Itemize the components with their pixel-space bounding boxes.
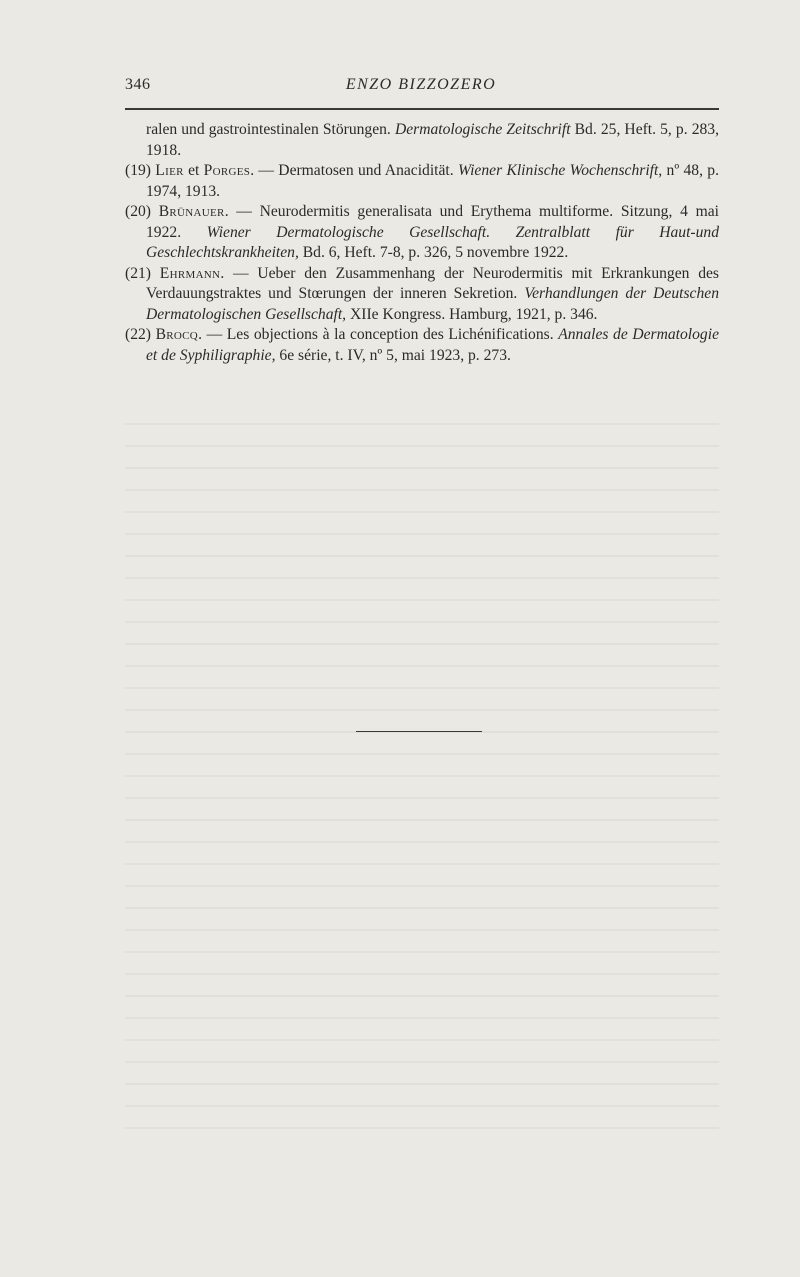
reference-text: et (183, 162, 204, 179)
reference-19 (125, 161, 719, 202)
running-title: ENZO BIZZOZERO (345, 76, 497, 93)
reference-author: Porges (203, 162, 251, 179)
reference-details: Bd. 6, Heft. 7-8, p. 326, 5 novembre 1922. (298, 244, 569, 261)
reference-22 (125, 325, 719, 366)
reference-title: . — Les objections à la conception des Lichénifications. (198, 326, 559, 343)
reference-continuation (125, 120, 719, 161)
reference-details: nº 48, p. 1974, 1913. (146, 162, 719, 200)
reference-20 (125, 202, 719, 264)
reference-details: XIIe Kongress. Hamburg, 1921, p. 346. (346, 305, 598, 323)
reference-details: Bd. 25, Heft. 5, p. 283, 1918. (146, 121, 720, 159)
reference-author: Brocq (155, 326, 199, 343)
reference-number: (20) (125, 203, 159, 220)
reference-title: . — Dermatosen und Anacidität. (250, 162, 458, 179)
reference-author: Lier (155, 162, 184, 179)
reference-text: ralen und gastrointestinalen Störungen. (146, 121, 395, 138)
header-rule (125, 108, 719, 110)
reference-number: (19) (125, 162, 156, 179)
reference-number: (21) (125, 264, 160, 282)
page-header (125, 76, 717, 102)
reference-21 (125, 264, 719, 326)
journal-title: Dermatologische Zeitschrift (394, 121, 571, 138)
page-number: 346 (125, 76, 151, 93)
reference-number: (22) (125, 326, 156, 343)
reference-author: Brünauer (158, 203, 225, 220)
journal-title: Wiener Dermatologische Gesellschaft. Zentralblatt für Haut-und Geschlechtskrankheiten, (146, 223, 720, 261)
journal-title: Annales de Dermatologie et de Syphiligraphie, (146, 326, 719, 364)
reference-title: . — Neurodermitis generalisata und Erythema multiforme. Sitzung, 4 mai 1922. (146, 203, 719, 241)
reference-details: 6e série, t. IV, nº 5, mai 1923, p. 273. (275, 346, 511, 364)
show-through-texture (125, 410, 719, 1130)
journal-title: Verhandlungen der Deutschen Dermatologischen Gesellschaft, (146, 285, 719, 323)
journal-title: Wiener Klinische Wochenschrift, (457, 162, 663, 179)
end-rule (356, 731, 482, 732)
reference-title: . — Ueber den Zusammenhang der Neurodermitis mit Erkrankungen des Verdauungstraktes und Stœrungen der inneren Sekretion. (146, 264, 719, 302)
reference-author: Ehrmann (159, 264, 221, 282)
reference-list (125, 120, 719, 366)
